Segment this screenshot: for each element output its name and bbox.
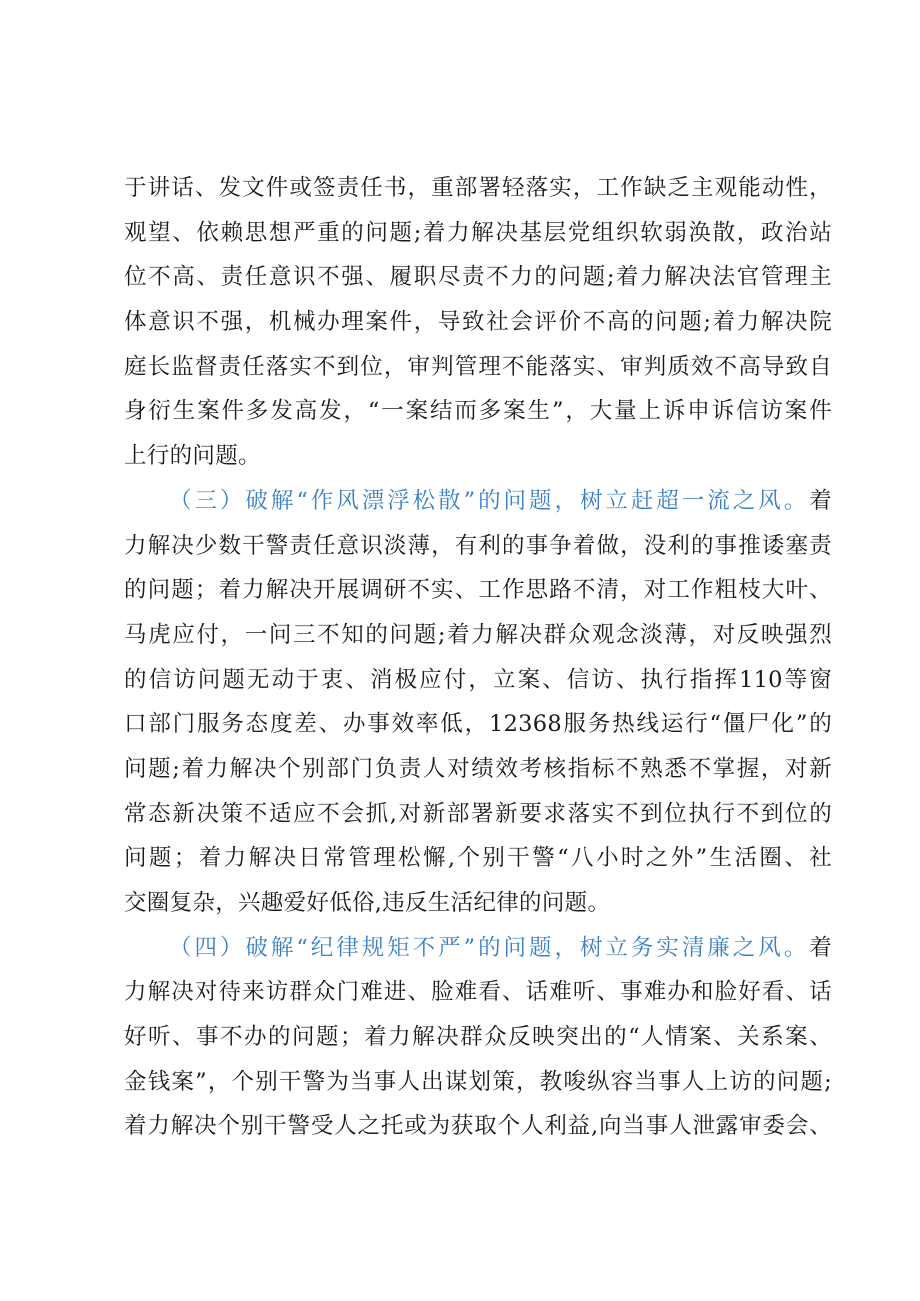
- text-line: 问题；着力解决日常管理松懈,个别干警“八小时之外”生活圈、社: [124, 845, 832, 872]
- text-line: 的问题；着力解决开展调研不实、工作思路不清，对工作粗枝大叶、: [124, 577, 832, 604]
- section-heading: （四）破解“纪律规矩不严”的问题，树立务实清廉之风。: [169, 934, 810, 961]
- text-line: 力解决少数干警责任意识淡薄，有利的事争着做，没利的事推诿塞责: [124, 532, 832, 559]
- text-line: 口部门服务态度差、办事效率低，12368服务热线运行“僵尸化”的: [124, 711, 832, 738]
- text-line: 身衍生案件多发高发，“一案结而多案生”，大量上诉申诉信访案件: [124, 398, 832, 425]
- text-line: 的信访问题无动于衷、消极应付，立案、信访、执行指挥110等窗: [124, 666, 832, 693]
- text-run: 着: [809, 487, 832, 514]
- text-line: 好听、事不办的问题；着力解决群众反映突出的“人情案、关系案、: [124, 1024, 832, 1051]
- paragraph-1: [124, 166, 832, 479]
- text-line: 力解决对待来访群众门难进、脸难看、话难听、事难办和脸好看、话: [124, 979, 832, 1006]
- text-line: 庭长监督责任落实不到位，审判管理不能落实、审判质效不高导致自: [124, 353, 832, 380]
- paragraph-3: [124, 926, 832, 1149]
- document-body: [124, 166, 832, 1149]
- text-line: 问题;着力解决个别部门负责人对绩效考核指标不熟悉不掌握，对新: [124, 755, 832, 782]
- section-heading: （三）破解“作风漂浮松散”的问题，树立赶超一流之风。: [169, 487, 810, 514]
- text-line: 着力解决个别干警受人之托或为获取个人利益,向当事人泄露审委会、: [124, 1113, 832, 1140]
- text-line: 上行的问题。: [124, 443, 261, 470]
- paragraph-first-line: [124, 479, 832, 524]
- text-line: 金钱案”，个别干警为当事人出谋划策，教唆纵容当事人上访的问题;: [124, 1068, 832, 1095]
- paragraph-2: [124, 479, 832, 926]
- text-line: 体意识不强，机械办理案件，导致社会评价不高的问题;着力解决院: [124, 309, 832, 336]
- text-line: 观望、依赖思想严重的问题;着力解决基层党组织软弱涣散，政治站: [124, 219, 832, 246]
- text-line: 常态新决策不适应不会抓,对新部署新要求落实不到位执行不到位的: [124, 800, 832, 827]
- text-line: 马虎应付，一问三不知的问题;着力解决群众观念淡薄，对反映强烈: [124, 621, 832, 648]
- text-line: 交圈复杂，兴趣爱好低俗,违反生活纪律的问题。: [124, 890, 611, 916]
- text-line: 于讲话、发文件或签责任书，重部署轻落实，工作缺乏主观能动性，: [124, 175, 832, 201]
- text-run: 着: [809, 934, 832, 961]
- text-line: 位不高、责任意识不强、履职尽责不力的问题;着力解决法官管理主: [124, 264, 832, 291]
- paragraph-first-line: [124, 926, 832, 971]
